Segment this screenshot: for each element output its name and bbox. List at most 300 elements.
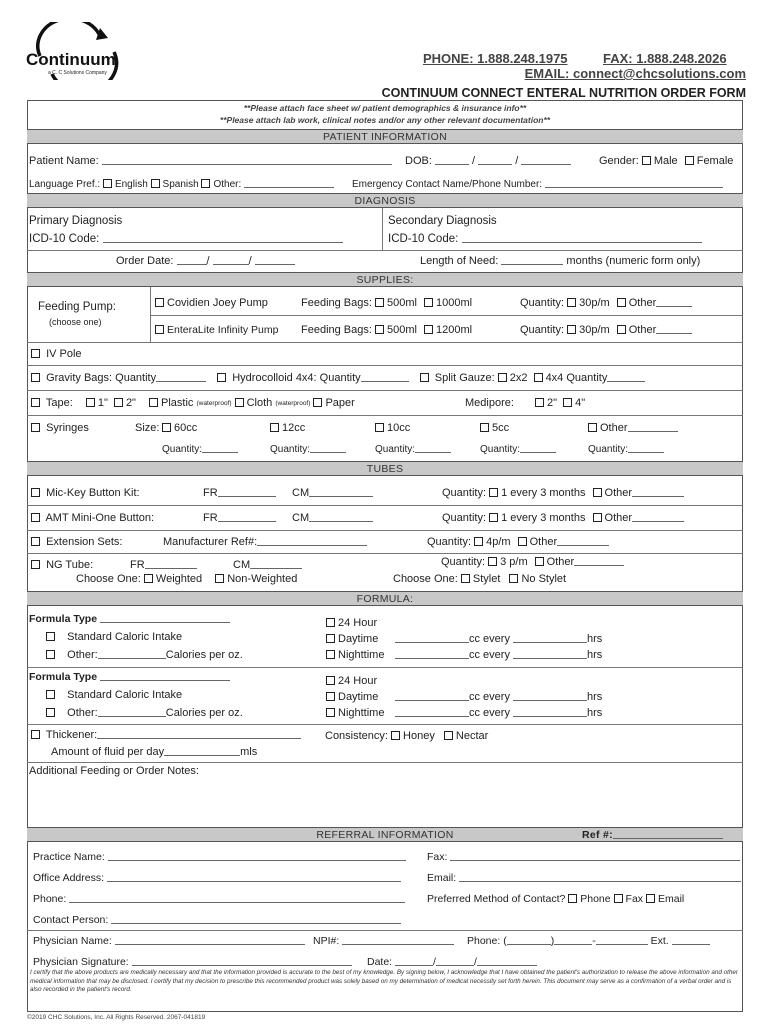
formula-type-1-label: Formula Type <box>29 613 98 625</box>
dob-row: DOB: / / <box>405 155 571 167</box>
office-field[interactable] <box>107 872 401 882</box>
qty-60-label: Quantity: <box>162 444 203 455</box>
fax-row <box>427 851 740 863</box>
ref-number-label: Ref #: <box>582 829 613 841</box>
form-title: CONTINUUM CONNECT ENTERAL NUTRITION ORDER FORM <box>381 86 746 100</box>
fax-field[interactable] <box>450 851 740 861</box>
ng-choose-label: Choose One: <box>76 573 141 585</box>
manufacturer-row <box>163 536 367 548</box>
note-2: **Please attach lab work, clinical notes and/or any other relevant documentation** <box>219 115 551 125</box>
night-2-hrs-label: hrs <box>587 707 603 719</box>
hydrocolloid-qty-field[interactable] <box>361 372 409 382</box>
dob-month-field[interactable] <box>435 155 469 165</box>
tape-row <box>31 397 355 409</box>
amt-checkbox[interactable] <box>31 513 40 522</box>
tape-1in-label: 1" <box>97 397 108 409</box>
amt-cm-field[interactable] <box>309 512 373 522</box>
honey-label: Honey <box>403 730 435 742</box>
plastic-checkbox[interactable] <box>149 398 158 407</box>
emergency-row <box>352 178 723 190</box>
covidien-row <box>155 297 268 309</box>
other-cal-2-label: Other: <box>67 707 98 719</box>
ng-checkbox[interactable] <box>31 560 40 569</box>
size-12 <box>270 422 305 434</box>
qty-12-label: Quantity: <box>270 444 311 455</box>
gravity-row <box>31 372 645 384</box>
qty-other-2-label: Other <box>628 324 657 336</box>
amount-label: Amount of fluid per day <box>51 746 165 758</box>
length-field[interactable] <box>501 255 563 265</box>
ext-4pm-checkbox[interactable] <box>474 537 483 546</box>
qty-other-field-s[interactable] <box>628 443 664 453</box>
qty-other-2-checkbox[interactable] <box>617 325 626 334</box>
other-cal-2-checkbox[interactable] <box>46 708 55 717</box>
ext-other-checkbox[interactable] <box>518 537 527 546</box>
pref-fax-checkbox[interactable] <box>614 894 623 903</box>
female-checkbox[interactable] <box>685 156 694 165</box>
qty-5-label: Quantity: <box>480 444 521 455</box>
amt-cm-label: CM <box>292 512 310 524</box>
order-year-field[interactable] <box>255 255 295 265</box>
consistency-label: Consistency: <box>325 730 388 742</box>
amt-fr-field[interactable] <box>218 512 276 522</box>
patient-section-header: PATIENT INFORMATION <box>27 129 743 144</box>
cc60-checkbox[interactable] <box>162 423 171 432</box>
divider <box>27 505 743 506</box>
qty-5-field[interactable] <box>520 443 556 453</box>
divider <box>27 553 743 554</box>
office-row <box>33 872 401 884</box>
qty-other-label-s: Quantity: <box>588 444 629 455</box>
npi-row <box>313 935 454 947</box>
order-date-label: Order Date: <box>116 255 174 267</box>
nighttime-1-checkbox[interactable] <box>326 650 335 659</box>
size-10 <box>375 422 410 434</box>
phys-prefix-field[interactable] <box>554 935 592 945</box>
qty-other <box>588 443 664 455</box>
sign-date-row: Date: / / <box>367 956 537 968</box>
night-1-hrs-label: hrs <box>587 649 603 661</box>
language-row <box>29 178 334 190</box>
syringe-other-field[interactable] <box>628 422 678 432</box>
bag-500-label: 500ml <box>387 297 417 309</box>
length-label: Length of Need: <box>420 255 499 267</box>
gravity-checkbox[interactable] <box>31 373 40 382</box>
signature-field[interactable] <box>132 956 352 966</box>
daytime-1-rate <box>395 633 602 645</box>
secondary-diagnosis-label: Secondary Diagnosis <box>388 215 497 227</box>
ext-other-field[interactable] <box>557 536 609 546</box>
iv-pole-row <box>31 348 82 360</box>
primary-diagnosis-label: Primary Diagnosis <box>29 215 123 227</box>
ng-other-field[interactable] <box>574 556 624 566</box>
daytime-2-checkbox[interactable] <box>326 692 335 701</box>
other-language-label: Other: <box>213 179 242 190</box>
nectar-checkbox[interactable] <box>444 731 453 740</box>
other-language-field[interactable] <box>244 178 334 188</box>
other-cal-2-row <box>46 707 243 719</box>
thickener-field[interactable] <box>97 729 301 739</box>
feeding-bags-label-2: Feeding Bags: <box>301 324 372 336</box>
logo-name: Continuum <box>26 50 116 69</box>
qty-30-checkbox[interactable] <box>567 298 576 307</box>
ng-cm <box>233 559 302 571</box>
formula-type-1-field[interactable] <box>100 613 230 623</box>
mickey-other-field[interactable] <box>632 487 684 497</box>
quantity-label-2: Quantity: <box>520 324 565 336</box>
standard-1-label: Standard Caloric Intake <box>67 631 183 643</box>
bag-500-checkbox[interactable] <box>375 298 384 307</box>
physician-field[interactable] <box>115 935 305 945</box>
tape-2in-checkbox[interactable] <box>114 398 123 407</box>
order-day-field[interactable] <box>213 255 249 265</box>
enteralite-checkbox[interactable] <box>155 325 164 334</box>
certification-text: I certify that the above products are medically necessary and that the information provided is accurate to the best of my knowledge. By signing below, I acknowledge that I have obtained the patient's authorization to release the above information and other medical information that may be disclosed. I certify that my decision to prescribe this recommended product was solely based on my determination of medical necessity set forth herein. This document may serve as a confirmation of a verbal order and is also recorded in the patient's record. <box>30 969 738 994</box>
sign-month-field[interactable] <box>395 956 433 966</box>
feeding-bags-row-2 <box>301 324 472 336</box>
size-60 <box>162 422 197 434</box>
tape-checkbox[interactable] <box>31 398 40 407</box>
male-checkbox[interactable] <box>642 156 651 165</box>
male-label: Male <box>653 155 678 167</box>
dob-year-field[interactable] <box>521 155 571 165</box>
ng-label: NG Tube: <box>46 559 94 571</box>
phys-area-field[interactable] <box>507 935 551 945</box>
weighted-checkbox[interactable] <box>144 574 153 583</box>
length-row <box>420 255 700 267</box>
night-2-hrs-field[interactable] <box>513 707 587 717</box>
amount-field[interactable] <box>164 746 240 756</box>
qty-30-label: 30p/m <box>579 297 610 309</box>
qty-other-field[interactable] <box>656 297 692 307</box>
gender-row <box>599 155 733 167</box>
email-field[interactable] <box>459 872 741 882</box>
day-1-cc-label: cc every <box>469 633 510 645</box>
ng-other-checkbox[interactable] <box>535 557 544 566</box>
daytime-1-checkbox[interactable] <box>326 634 335 643</box>
h24-1-checkbox[interactable] <box>326 618 335 627</box>
ng-weight-row <box>76 573 297 585</box>
dob-label: DOB: <box>405 155 432 167</box>
additional-notes-label: Additional Feeding or Order Notes: <box>29 765 199 777</box>
mickey-every3-checkbox[interactable] <box>489 488 498 497</box>
night-1-cc-field[interactable] <box>395 649 469 659</box>
npi-field[interactable] <box>342 935 454 945</box>
language-label: Language Pref.: <box>29 179 101 190</box>
divider <box>27 724 743 725</box>
consistency-row <box>325 730 488 742</box>
mickey-fr-label: FR <box>203 487 218 499</box>
ext-other-label: Other <box>529 536 558 548</box>
thickener-row <box>31 729 301 741</box>
divider <box>27 762 743 763</box>
other-language-checkbox[interactable] <box>201 179 210 188</box>
mickey-other-checkbox[interactable] <box>593 488 602 497</box>
paper-checkbox[interactable] <box>313 398 322 407</box>
ng-3pm-label: 3 p/m <box>500 556 528 568</box>
sign-day-field[interactable] <box>436 956 474 966</box>
nighttime-1-label: Nighttime <box>338 649 385 661</box>
icd-primary-field[interactable] <box>103 233 343 243</box>
ng-qty-label: Quantity: <box>441 556 486 568</box>
referral-title: REFERRAL INFORMATION <box>316 829 454 841</box>
cloth-label: Cloth <box>246 397 273 409</box>
divider <box>27 530 743 531</box>
gauze-2x2-checkbox[interactable] <box>498 373 507 382</box>
gauze-qty-field[interactable] <box>607 372 645 382</box>
night-1-hrs-field[interactable] <box>513 649 587 659</box>
syringe-other-checkbox[interactable] <box>588 423 597 432</box>
qty-30-2-checkbox[interactable] <box>567 325 576 334</box>
ext-field[interactable] <box>672 935 710 945</box>
ng-row <box>31 559 93 571</box>
gravity-label: Gravity Bags: Quantity <box>46 372 157 384</box>
signature-label: Physician Signature: <box>33 956 129 968</box>
practice-field[interactable] <box>108 851 406 861</box>
bag-1200-checkbox[interactable] <box>424 325 433 334</box>
calories-1-label: Calories per oz. <box>165 649 243 661</box>
thickener-label: Thickener: <box>45 729 98 741</box>
size-5 <box>480 422 509 434</box>
medipore-4-label: 4" <box>575 397 586 409</box>
ref-number-field[interactable] <box>613 828 723 839</box>
manufacturer-field[interactable] <box>257 536 367 546</box>
choose-one-label: (choose one) <box>49 317 102 327</box>
signature-row <box>33 956 352 968</box>
nonweighted-checkbox[interactable] <box>215 574 224 583</box>
day-1-hrs-field[interactable] <box>513 633 587 643</box>
amt-row <box>31 512 154 524</box>
cc5-checkbox[interactable] <box>480 423 489 432</box>
night-1-cc-label: cc every <box>469 649 510 661</box>
months-note: months (numeric form only) <box>566 255 701 267</box>
ext-4pm-label: 4p/m <box>486 536 511 548</box>
nighttime-2-label: Nighttime <box>338 707 385 719</box>
qty-10 <box>375 443 451 455</box>
cc10-checkbox[interactable] <box>375 423 384 432</box>
qty-60 <box>162 443 238 455</box>
day-1-hrs-label: hrs <box>587 633 603 645</box>
size-label: Size: <box>135 422 160 434</box>
daytime-1-label: Daytime <box>338 633 379 645</box>
footer: ©2019 CHC Solutions, Inc. All Rights Reserved. 2067-041819 <box>27 1014 206 1021</box>
other-cal-1-checkbox[interactable] <box>46 650 55 659</box>
thickener-checkbox[interactable] <box>31 730 40 739</box>
divider <box>27 250 743 251</box>
daytime-2-label: Daytime <box>338 691 379 703</box>
contact-label: Contact Person: <box>33 914 109 926</box>
nighttime-1-rate <box>395 649 602 661</box>
phone-field[interactable] <box>69 893 405 903</box>
physician-label: Physician Name: <box>33 935 112 947</box>
night-2-cc-field[interactable] <box>395 707 469 717</box>
nonweighted-label: Non-Weighted <box>227 573 298 585</box>
extension-checkbox[interactable] <box>31 537 40 546</box>
enteralite-row <box>155 324 278 336</box>
qty-12-field[interactable] <box>310 443 346 453</box>
divider <box>27 365 743 366</box>
tape-label: Tape: <box>45 397 73 409</box>
tape-1in-checkbox[interactable] <box>86 398 95 407</box>
amt-label: AMT Mini-One Button: <box>45 512 155 524</box>
icd-secondary-field[interactable] <box>462 233 702 243</box>
physician-row <box>33 935 305 947</box>
order-month-field[interactable] <box>177 255 207 265</box>
formula-type-2-label: Formula Type <box>29 671 98 683</box>
other-cal-2-field[interactable] <box>98 707 166 717</box>
cc12-label: 12cc <box>282 422 306 434</box>
qty-12 <box>270 443 346 455</box>
english-checkbox[interactable] <box>103 179 112 188</box>
plastic-waterproof-note: (waterproof) <box>196 400 232 407</box>
nectar-label: Nectar <box>455 730 489 742</box>
qty-10-field[interactable] <box>415 443 451 453</box>
ng-3pm-checkbox[interactable] <box>488 557 497 566</box>
email-label: EMAIL: connect@chcsolutions.com <box>524 66 746 81</box>
logo <box>22 22 132 80</box>
npi-label: NPI#: <box>313 935 340 947</box>
enteralite-label: EnteraLite Infinity Pump <box>167 324 279 336</box>
cc12-checkbox[interactable] <box>270 423 279 432</box>
standard-1-checkbox[interactable] <box>46 632 55 641</box>
day-2-hrs-label: hrs <box>587 691 603 703</box>
fax-label-ref: Fax: <box>427 851 448 863</box>
patient-name-row <box>29 155 392 167</box>
tubes-section-header: TUBES <box>27 461 743 476</box>
qty-other-2-field[interactable] <box>656 324 692 334</box>
bag-500-2-checkbox[interactable] <box>375 325 384 334</box>
dob-day-field[interactable] <box>478 155 512 165</box>
split-gauze-checkbox[interactable] <box>420 373 429 382</box>
gravity-qty-field[interactable] <box>156 372 206 382</box>
extension-qty <box>427 536 609 548</box>
nighttime-2-checkbox[interactable] <box>326 708 335 717</box>
other-cal-1-label: Other: <box>67 649 98 661</box>
split-gauze-label: Split Gauze: <box>434 372 495 384</box>
mickey-qty-label: Quantity: <box>442 487 487 499</box>
quantity-row-1 <box>520 297 692 309</box>
gauze-4x4-checkbox[interactable] <box>534 373 543 382</box>
standard-1-row <box>46 631 182 643</box>
extension-label: Extension Sets: <box>46 536 123 548</box>
extension-row <box>31 536 123 548</box>
mickey-fr-field[interactable] <box>218 487 276 497</box>
amt-qty-label: Quantity: <box>442 512 487 524</box>
ng-fr-field[interactable] <box>145 559 197 569</box>
phys-phone-label: Phone: ( <box>467 935 507 947</box>
phone-row <box>33 893 405 905</box>
nostylet-checkbox[interactable] <box>509 574 518 583</box>
patient-name-field[interactable] <box>102 155 392 165</box>
divider <box>27 667 743 668</box>
bag-1000-checkbox[interactable] <box>424 298 433 307</box>
amt-other-field[interactable] <box>632 512 684 522</box>
pref-phone-checkbox[interactable] <box>568 894 577 903</box>
medipore-2-label: 2" <box>546 397 558 409</box>
tape-2in-label: 2" <box>125 397 136 409</box>
supplies-section-header: SUPPLIES: <box>27 272 743 287</box>
quantity-label: Quantity: <box>520 297 565 309</box>
spanish-checkbox[interactable] <box>151 179 160 188</box>
covidien-label: Covidien Joey Pump <box>167 297 268 309</box>
spanish-label: Spanish <box>162 179 199 190</box>
h24-2-checkbox[interactable] <box>326 676 335 685</box>
medipore-2-checkbox[interactable] <box>535 398 544 407</box>
honey-checkbox[interactable] <box>391 731 400 740</box>
mickey-fr <box>203 487 276 499</box>
weighted-label: Weighted <box>155 573 203 585</box>
syringes-label: Syringes <box>46 422 89 434</box>
mls-label: mls <box>240 746 258 758</box>
amt-every3-checkbox[interactable] <box>489 513 498 522</box>
bag-1200-label: 1200ml <box>436 324 473 336</box>
mickey-cm-label: CM <box>292 487 310 499</box>
qty-60-field[interactable] <box>202 443 238 453</box>
mickey-other-label: Other <box>604 487 633 499</box>
qty-5 <box>480 443 556 455</box>
preferred-label: Preferred Method of Contact? <box>427 893 566 905</box>
cc10-label: 10cc <box>387 422 411 434</box>
additional-notes-field[interactable] <box>28 779 742 826</box>
paper-label: Paper <box>325 397 355 409</box>
amt-other-label: Other <box>604 512 633 524</box>
contact-field[interactable] <box>111 914 401 924</box>
referral-section-header <box>27 827 743 842</box>
icd-secondary-row <box>388 233 702 245</box>
feeding-bags-row-1 <box>301 297 472 309</box>
medipore-4-checkbox[interactable] <box>563 398 572 407</box>
pref-email-checkbox[interactable] <box>646 894 655 903</box>
iv-pole-checkbox[interactable] <box>31 349 40 358</box>
h24-1-label: 24 Hour <box>338 617 378 629</box>
divider <box>27 390 743 391</box>
day-1-cc-field[interactable] <box>395 633 469 643</box>
sign-year-field[interactable] <box>477 956 537 966</box>
day-2-hrs-field[interactable] <box>513 691 587 701</box>
mickey-qty <box>442 487 684 499</box>
extension-qty-label: Quantity: <box>427 536 472 548</box>
amt-fr <box>203 512 276 524</box>
ng-cm-field[interactable] <box>250 559 302 569</box>
icd-primary-label: ICD-10 Code: <box>29 233 100 245</box>
qty-other-checkbox[interactable] <box>617 298 626 307</box>
standard-2-checkbox[interactable] <box>46 690 55 699</box>
amt-other-checkbox[interactable] <box>593 513 602 522</box>
other-cal-1-field[interactable] <box>98 649 166 659</box>
mickey-row <box>31 487 140 499</box>
divider <box>150 315 743 316</box>
hydrocolloid-checkbox[interactable] <box>217 373 226 382</box>
ng-other-label: Other <box>546 556 575 568</box>
syringes-checkbox[interactable] <box>31 423 40 432</box>
emergency-field[interactable] <box>545 178 723 188</box>
medipore-label: Medipore: <box>465 397 514 409</box>
mickey-checkbox[interactable] <box>31 488 40 497</box>
ng-qty <box>441 556 624 568</box>
diagnosis-section-header: DIAGNOSIS <box>27 193 743 208</box>
standard-2-label: Standard Caloric Intake <box>67 689 183 701</box>
ng-fr <box>130 559 197 571</box>
day-2-cc-field[interactable] <box>395 691 469 701</box>
stylet-checkbox[interactable] <box>461 574 470 583</box>
ng-stylet-row <box>393 573 566 585</box>
covidien-checkbox[interactable] <box>155 298 164 307</box>
cloth-checkbox[interactable] <box>235 398 244 407</box>
phys-line-field[interactable] <box>596 935 648 945</box>
formula-type-2-field[interactable] <box>100 671 230 681</box>
mickey-cm-field[interactable] <box>309 487 373 497</box>
order-date-row: Order Date: / / <box>116 255 295 267</box>
